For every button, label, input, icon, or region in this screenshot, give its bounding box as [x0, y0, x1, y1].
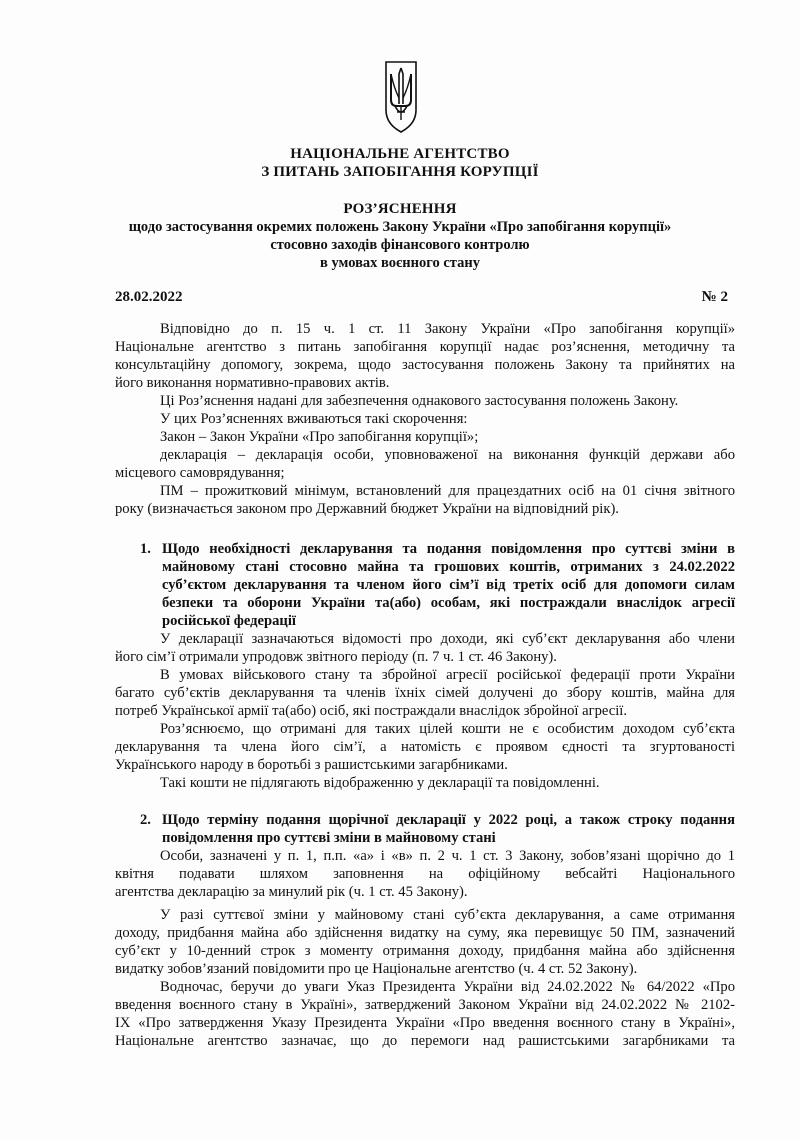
document-subtitle-line3: в умовах воєнного стану — [320, 255, 480, 271]
paragraph-line: Такі кошти не підлягають відображенню у декларації та повідомленні. — [160, 775, 600, 791]
paragraph-line: У декларації зазначаються відомості про доходи, які суб’єкт декларування або члени — [160, 631, 735, 647]
paragraph-line: Національне агентство з питань запобігання корупції надає роз’яснення, методичну та — [115, 339, 735, 355]
document-subtitle-line2: стосовно заходів фінансового контролю — [270, 237, 530, 253]
paragraph-line: декларування та члена його сім’ї, а натомість є проявом єдності та згуртованості — [115, 739, 735, 755]
document-title: РОЗ’ЯСНЕННЯ — [343, 201, 457, 217]
paragraph-line: квітня подавати шляхом заповнення на офіційному вебсайті Національного — [115, 866, 735, 882]
paragraph-line: року (визначається законом про Державний бюджет України на відповідний рік). — [115, 501, 619, 517]
document-number: № 2 — [701, 289, 728, 305]
paragraph-line: IX «Про затвердження Указу Президента України «Про введення воєнного стану в Україні», — [115, 1015, 735, 1031]
paragraph-line: декларація – декларація особи, уповноваженої на виконання функцій держави або — [160, 447, 735, 463]
paragraph-line: видатку зобов’язаний повідомити про це Національне агентство (ч. 4 ст. 52 Закону). — [115, 961, 638, 977]
paragraph-line: суб’єкт у 10-денний строк з моменту отримання доходу, придбання майна або здійснення — [115, 943, 735, 959]
paragraph-line: ПМ – прожитковий мінімум, встановлений для працездатних осіб на 01 січня звітного — [160, 483, 735, 499]
section-heading-line: майновому стані стосовно майна та грошових коштів, отриманих з 24.02.2022 — [162, 559, 735, 575]
paragraph-line: місцевого самоврядування; — [115, 465, 285, 481]
paragraph-line: В умовах військового стану та збройної агресії російської федерації проти України — [160, 667, 735, 683]
agency-name-line1: НАЦІОНАЛЬНЕ АГЕНТСТВО — [290, 146, 510, 162]
section-heading-line: суб’єктом декларування та членом його сім’ї від третіх осіб для допомоги силам — [162, 577, 735, 593]
document-date: 28.02.2022 — [115, 289, 183, 305]
paragraph-line: потреб Української армії та(або) осіб, які постраждали внаслідок збройної агресії. — [115, 703, 627, 719]
section-heading-line: Щодо необхідності декларування та подання повідомлення про суттєві зміни в — [162, 541, 735, 557]
paragraph-line: Ці Роз’яснення надані для забезпечення однакового застосування положень Закону. — [160, 393, 679, 409]
section-heading-line: Щодо терміну подання щорічної декларації у 2022 році, а також строку подання — [162, 812, 735, 828]
section-heading-line: російської федерації — [162, 613, 296, 629]
paragraph-line: У цих Роз’ясненнях вживаються такі скорочення: — [160, 411, 468, 427]
paragraph-line: Відповідно до п. 15 ч. 1 ст. 11 Закону України «Про запобігання корупції» — [160, 321, 735, 337]
paragraph-line: консультаційну допомогу, зокрема, щодо застосування положень Закону та прийнятих на — [115, 357, 735, 373]
paragraph-line: його сім’ї отримали упродовж звітного періоду (п. 7 ч. 1 ст. 46 Закону). — [115, 649, 557, 665]
paragraph-line: Роз’яснюємо, що отримані для таких цілей кошти не є особистим доходом суб’єкта — [160, 721, 735, 737]
paragraph-line: Національне агентство зазначає, що до перемоги над рашистськими загарбниками та — [115, 1033, 735, 1049]
paragraph-line: Особи, зазначені у п. 1, п.п. «а» і «в» п. 2 ч. 1 ст. 3 Закону, зобов’язані щорічно до 1 — [160, 848, 735, 864]
agency-name-line2: З ПИТАНЬ ЗАПОБІГАННЯ КОРУПЦІЇ — [261, 164, 539, 180]
trident-coat-of-arms-icon — [384, 60, 418, 134]
paragraph-line: доходу, придбання майна або здійснення видатку на суму, яка перевищує 50 ПМ, зазначений — [115, 925, 735, 941]
paragraph-line: Водночас, беручи до уваги Указ Президента України від 24.02.2022 № 64/2022 «Про — [160, 979, 735, 995]
paragraph-line: Закон – Закон України «Про запобігання корупції»; — [160, 429, 479, 445]
document-subtitle-line1: щодо застосування окремих положень Закону України «Про запобігання корупції» — [128, 219, 672, 235]
section-number: 2. — [140, 812, 151, 828]
paragraph-line: його виконання нормативно-правових актів. — [115, 375, 390, 391]
paragraph-line: агентства декларацію за минулий рік (ч. 1 ст. 45 Закону). — [115, 884, 468, 900]
paragraph-line: У разі суттєвої зміни у майновому стані суб’єкта декларування, а саме отримання — [160, 907, 735, 923]
paragraph-line: Українського народу в боротьбі з рашистськими загарбниками. — [115, 757, 508, 773]
paragraph-line: введення воєнного стану в Україні», затверджений Законом України від 24.02.2022 № 2102- — [115, 997, 735, 1013]
section-heading-line: безпеки та оборони України та(або) особам, які постраждали внаслідок агресії — [162, 595, 735, 611]
section-heading-line: повідомлення про суттєві зміни в майновому стані — [162, 830, 496, 846]
paragraph-line: багато суб’єктів декларування та членів їхніх сімей долучені до збору коштів, майна для — [115, 685, 735, 701]
section-number: 1. — [140, 541, 151, 557]
